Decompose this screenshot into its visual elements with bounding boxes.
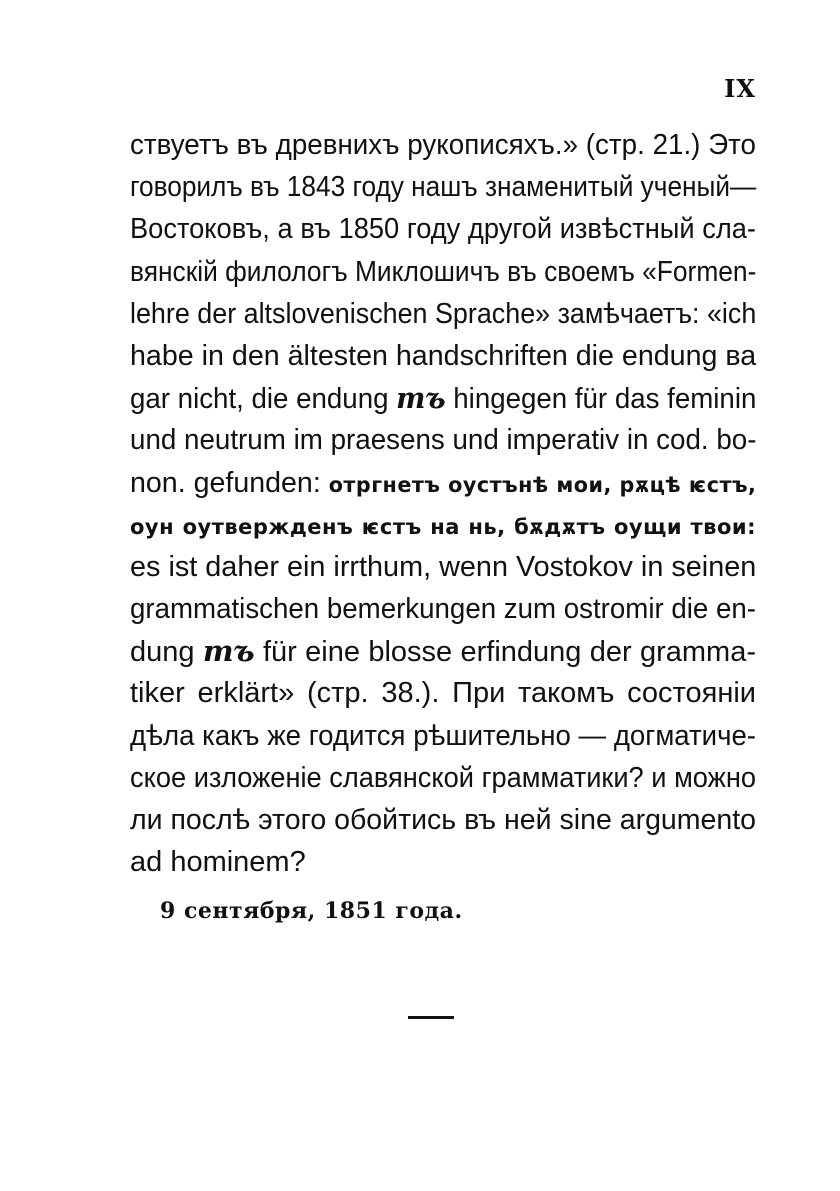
text-line xyxy=(130,504,756,546)
text-segment: говорилъ въ 1843 году нашъ знаменитый ученый— xyxy=(130,171,757,204)
text-segment: dung xyxy=(130,636,203,669)
text-line xyxy=(130,672,756,714)
text-segment: non. gefunden: xyxy=(130,466,329,499)
text-line xyxy=(130,715,756,757)
text-line xyxy=(130,588,756,630)
text-line xyxy=(130,335,756,377)
text-segment: Востоковъ, а въ 1850 году другой извѣстный сла- xyxy=(130,213,756,246)
text-line xyxy=(130,419,756,461)
text-line xyxy=(130,293,756,335)
signature-date: 9 сентября, 1851 года. xyxy=(160,898,463,924)
text-line xyxy=(130,630,756,672)
text-line xyxy=(130,546,756,588)
church-slavonic-quote: оун оутвержденъ ѥстъ на нь, бѫдѫтъ оущи твои: xyxy=(130,514,756,539)
end-rule xyxy=(408,1016,454,1019)
text-line xyxy=(130,166,756,208)
text-segment: für eine blosse erfindung der gramma- xyxy=(254,636,756,669)
text-line xyxy=(130,462,756,504)
body-text xyxy=(130,124,756,883)
text-segment: gar nicht, die endung xyxy=(130,383,397,416)
page-number: IX xyxy=(724,74,756,103)
text-segment: ли послѣ этого обойтись въ ней sine argumento xyxy=(130,804,756,836)
text-line xyxy=(130,208,756,250)
text-segment: вянскій филологъ Миклошичъ въ своемъ «Formen- xyxy=(130,255,757,288)
text-segment: tiker erklärt» (стр. 38.). При такомъ состояніи xyxy=(130,677,756,710)
text-segment: ad hominem? xyxy=(130,846,306,879)
text-line xyxy=(130,799,756,841)
text-segment: hingegen für das feminin xyxy=(445,383,757,416)
text-line xyxy=(130,377,756,419)
text-line xyxy=(130,124,756,166)
text-line xyxy=(130,251,756,293)
text-segment: дѣла какъ же годится рѣшительно — догматиче- xyxy=(130,719,756,752)
text-segment: grammatischen bemerkungen zum ostromir die en- xyxy=(130,593,756,626)
text-line xyxy=(130,841,756,883)
italic-term: тъ xyxy=(396,381,446,416)
text-segment: ское изложеніе славянской грамматики? и можно xyxy=(130,761,756,794)
text-segment: habe in den ältesten handschriften die endung ва xyxy=(130,339,757,372)
text-segment: es ist daher ein irrthum, wenn Vostokov in seinen xyxy=(130,550,757,583)
text-segment: ствуетъ въ древнихъ рукописяхъ.» (стр. 21.) Это xyxy=(130,129,756,161)
italic-term: тъ xyxy=(202,634,255,669)
text-line xyxy=(130,757,756,799)
text-segment: lehre der altslovenischen Sprache» замѣчаетъ: «ich xyxy=(130,297,757,330)
church-slavonic-quote: отргнетъ оустънѣ мои, рѫцѣ ѥстъ, xyxy=(328,472,757,497)
text-segment: und neutrum im praesens und imperativ in cod. bo- xyxy=(130,424,757,457)
